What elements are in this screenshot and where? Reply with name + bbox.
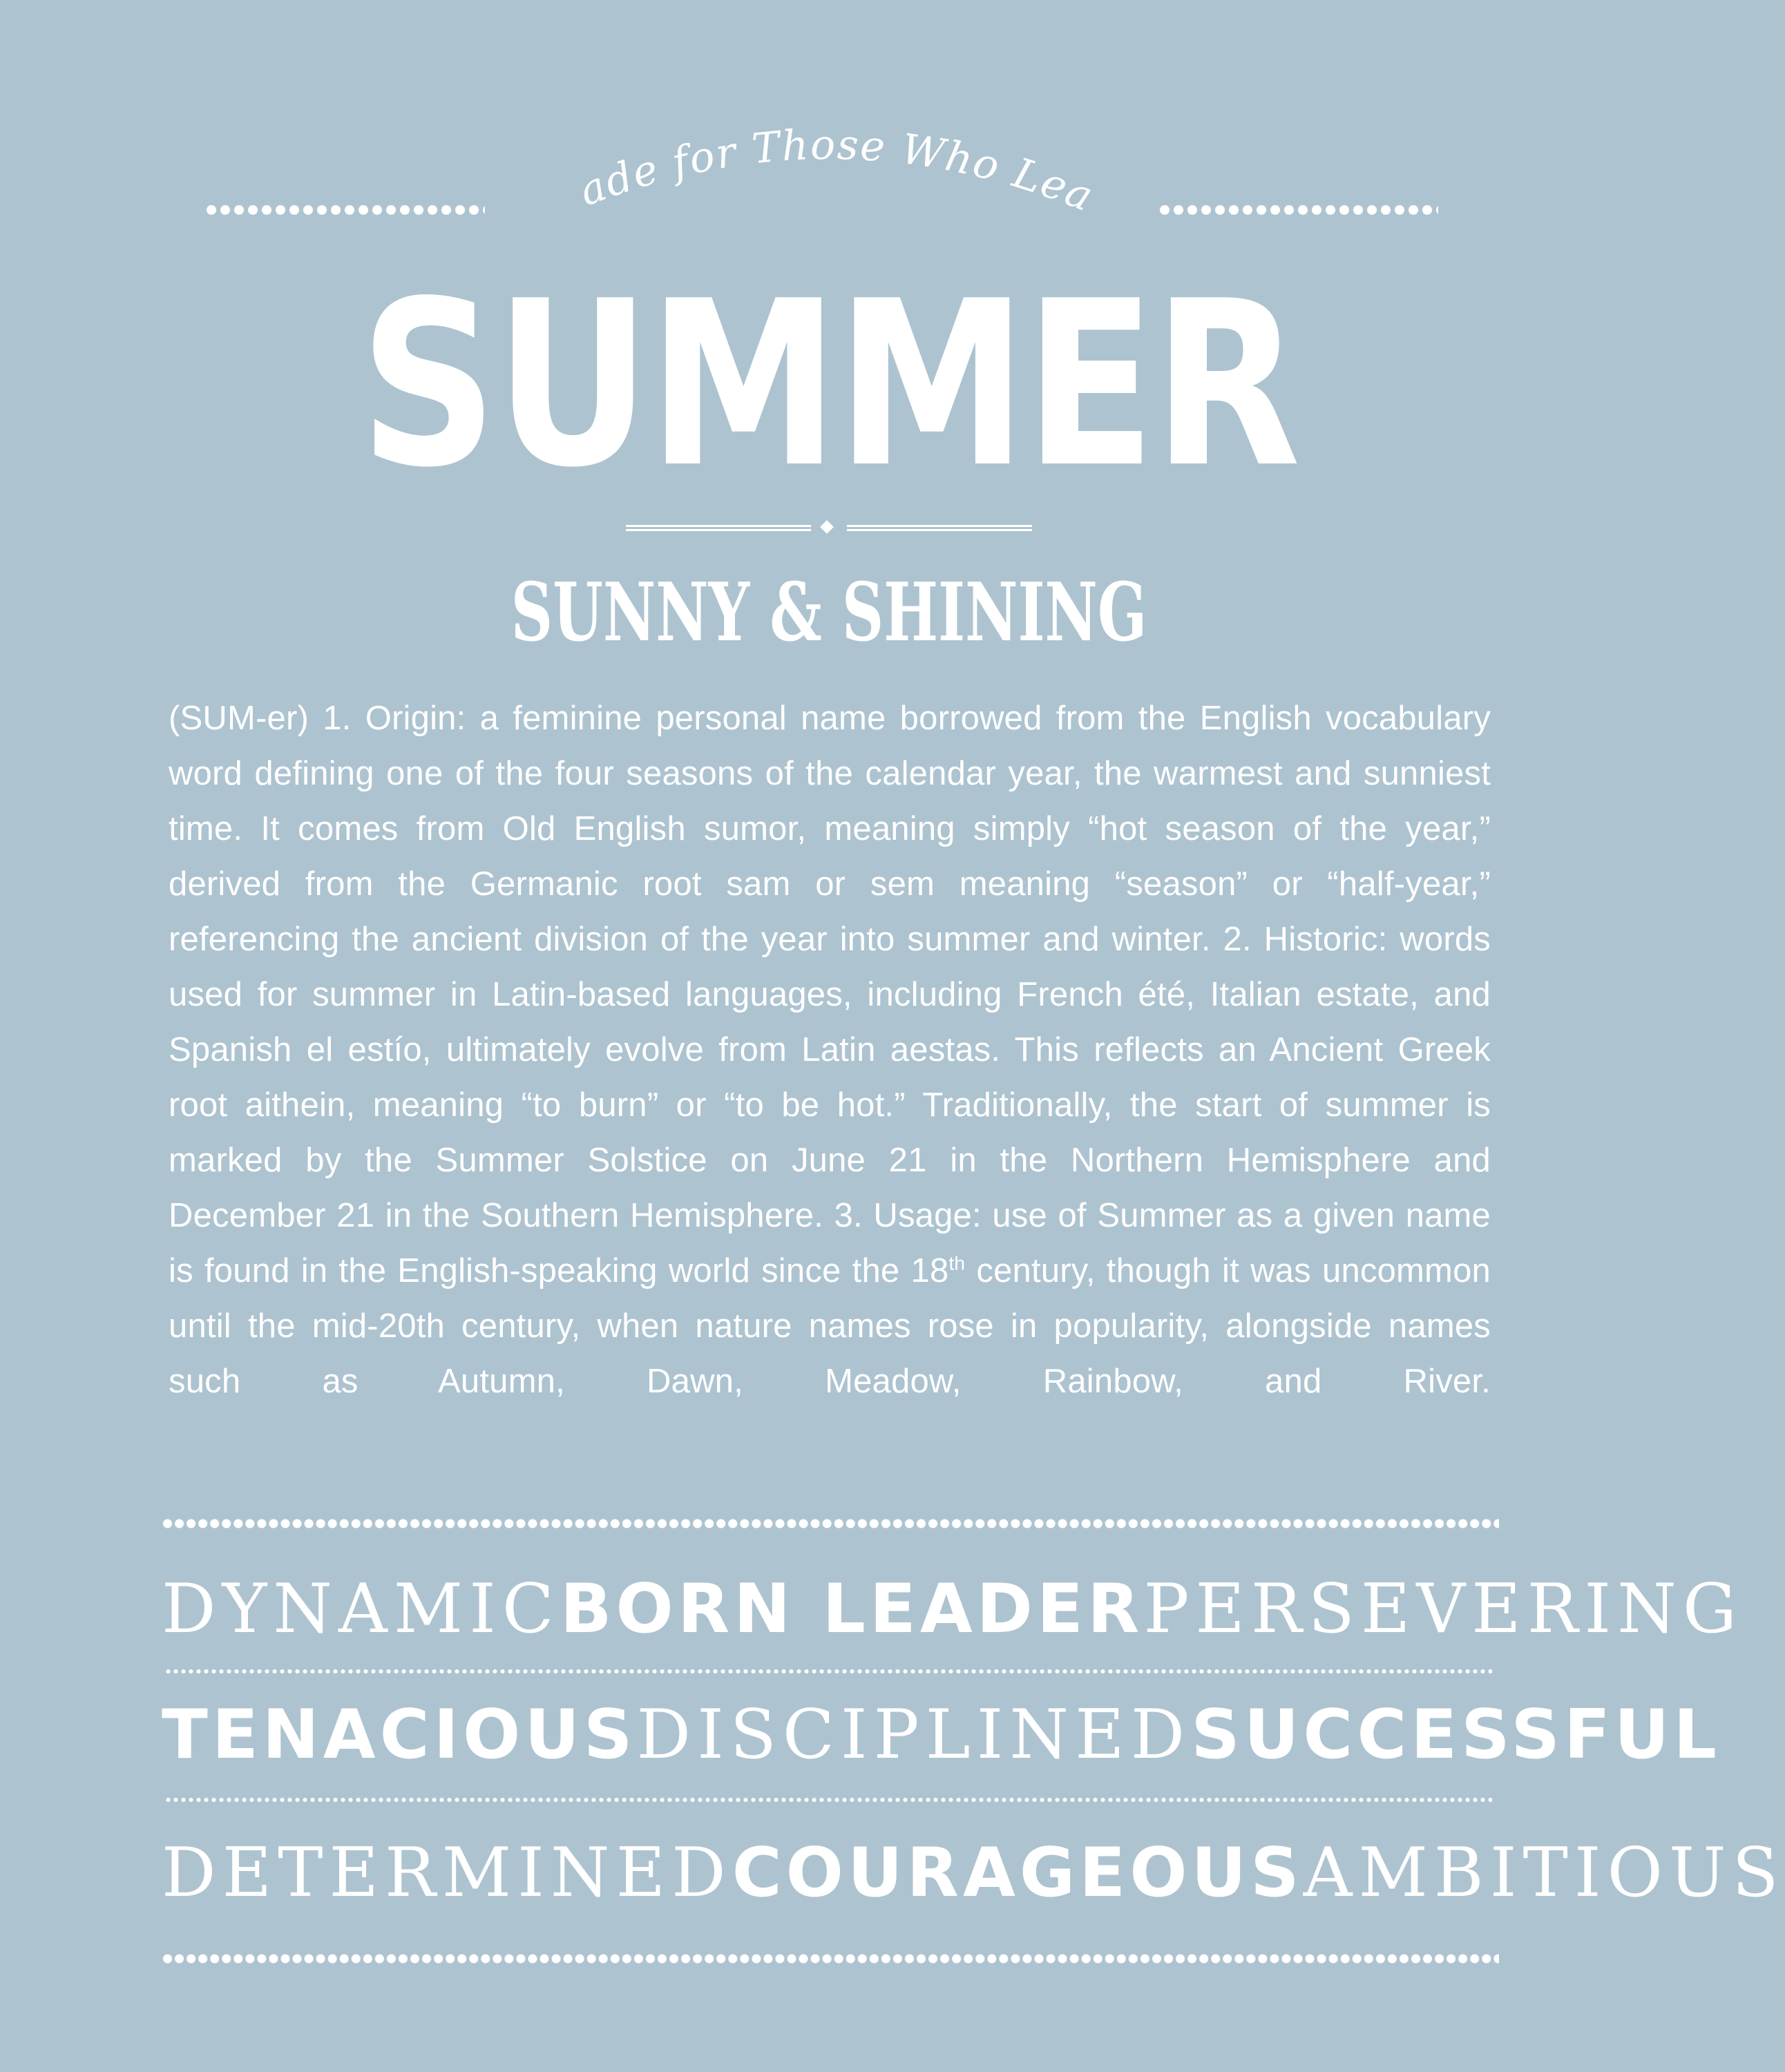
trait-item: SUCCESSFUL [1191, 1696, 1721, 1774]
trait-item: TENACIOUS [162, 1696, 637, 1774]
name-title: SUMMER [359, 252, 1299, 517]
traits-divider-dots-2 [164, 1797, 1492, 1803]
traits-divider-dots-1 [164, 1669, 1492, 1674]
ornament-diamond-icon [820, 520, 834, 534]
traits-row-3 [162, 1832, 1785, 1915]
traits-row-1 [162, 1568, 1744, 1651]
trait-item: AMBITIOUS [1303, 1834, 1785, 1912]
ornament-divider [626, 520, 1032, 538]
trait-item: DETERMINED [162, 1834, 732, 1912]
ornament-line-left [626, 525, 811, 531]
trait-item: PERSEVERING [1143, 1570, 1744, 1649]
svg-text:Made for Those Who Lead [516, 73, 1100, 222]
traits-bottom-dots [162, 1953, 1499, 1964]
definition-superscript: th [948, 1252, 966, 1274]
trait-item: DISCIPLINED [636, 1696, 1192, 1774]
tagline-text: Made for Those Who Lead [517, 73, 1101, 222]
ornament-line-right [847, 525, 1032, 531]
header-dots-left [204, 205, 485, 215]
traits-top-dots [162, 1518, 1499, 1529]
trait-item: DYNAMIC [162, 1570, 560, 1649]
traits-row-2 [162, 1694, 1721, 1776]
definition-part-1: (SUM-er) 1. Origin: a feminine personal name borrowed from the English vocabulary word defining one of the four seasons of the calendar year, the warmest and sunniest time. It comes from Old English sumor, meaning simply “hot season of the year,” derived from the Germanic root sam or sem meaning “season” or “half-year,” referencing the ancient division of the year into summer and winter. 2. Historic: words used for summer in Latin-based languages, including French été, Italian estate, and Spanish el estío, ultimately evolve from Latin aestas. This reflects an Ancient Greek root aithein, meaning “to burn” or “to be hot.” Traditionally, the start of summer is marked by the Summer Solstice on June 21 in the Northern Hemisphere and December 21 in the Southern Hemisphere. 3. Usage: use of Summer as a given name is found in the English-speaking world since the 18 [169, 700, 1491, 1289]
definition-part-2: century, though it was uncommon until the mid-20th century, when nature names rose in popularity, alongside names such as Autumn, Dawn, Meadow, Rainbow, and River. [169, 1252, 1491, 1400]
tagline [517, 73, 1119, 242]
subtitle: SUNNY & SHINING [510, 566, 1147, 660]
definition-text [169, 691, 1491, 1409]
trait-item: BORN LEADER [560, 1570, 1144, 1649]
header-dots-right [1158, 205, 1438, 215]
trait-item: COURAGEOUS [732, 1834, 1304, 1912]
